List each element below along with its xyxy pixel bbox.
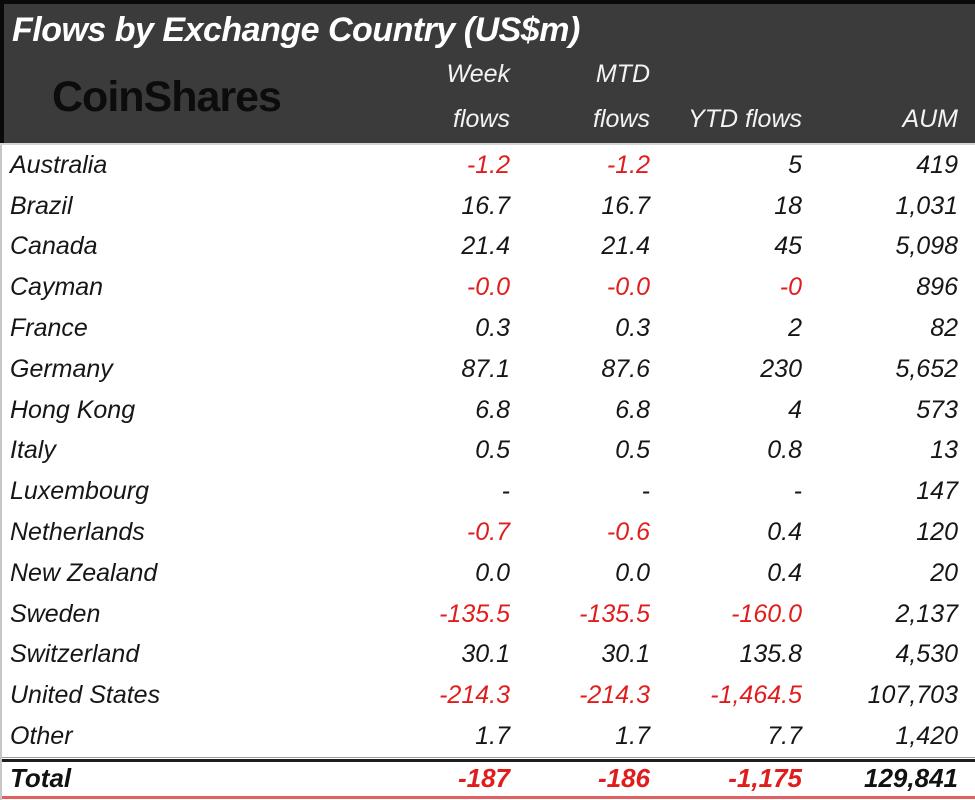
column-header-week-flows [375,52,510,143]
column-header-line: YTD flows [688,105,802,133]
table-row [2,553,975,594]
value-cell: 87.1 [461,354,510,383]
value-cell: - [501,477,510,506]
value-cell: 1.7 [475,722,510,751]
value-cell: 147 [916,477,958,506]
value-cell: 107,703 [867,681,958,710]
column-header-line: AUM [902,105,958,133]
value-cell: 0.5 [615,436,650,465]
column-header-line: flows [453,105,510,133]
value-cell: 5,652 [895,354,958,383]
country-cell: Luxembourg [10,477,149,506]
table-row [2,512,975,553]
table-row [2,349,975,390]
bottom-red-line [2,796,975,799]
country-cell: United States [10,681,161,710]
country-cell: Italy [10,436,56,465]
country-cell: New Zealand [10,558,158,587]
table-row [2,471,975,512]
value-cell: 82 [930,314,958,343]
table-row [2,186,975,227]
value-cell: 0.3 [475,314,510,343]
value-cell: -135.5 [579,599,650,628]
column-header-aum [802,97,975,143]
value-cell: - [793,477,802,506]
total-label: Total [10,763,72,794]
value-cell: 2,137 [895,599,958,628]
table-row [2,267,975,308]
value-cell: 0.0 [615,558,650,587]
value-cell: 573 [916,395,958,424]
value-cell: 30.1 [601,640,650,669]
column-header-line: Week [446,60,510,88]
title-bar [4,4,975,52]
value-cell: 0.8 [767,436,802,465]
country-cell: Australia [10,150,108,179]
value-cell: -135.5 [439,599,510,628]
value-cell: 5,098 [895,232,958,261]
value-cell: 6.8 [615,395,650,424]
value-cell: -0.0 [606,273,650,302]
value-cell: -0.7 [466,518,510,547]
value-cell: 230 [760,354,802,383]
value-cell: 21.4 [601,232,650,261]
value-cell: 896 [916,273,958,302]
table-row [2,675,975,716]
value-cell: -0.6 [606,518,650,547]
value-cell: -214.3 [579,681,650,710]
value-cell: 16.7 [601,191,650,220]
table-header [0,0,975,143]
table-body [2,145,975,757]
value-cell: 4,530 [895,640,958,669]
column-header-ytd-flows [650,97,802,143]
value-cell: - [641,477,650,506]
column-header-line: MTD [595,60,650,88]
country-cell: France [10,314,88,343]
value-cell: 45 [774,232,802,261]
country-cell: Netherlands [10,518,145,547]
table-row [2,308,975,349]
value-cell: 419 [916,150,958,179]
value-cell: 0.0 [475,558,510,587]
total-value-cell: -186 [597,763,650,794]
value-cell: 0.4 [767,558,802,587]
column-header-mtd-flows [510,52,650,143]
total-row [2,759,975,796]
value-cell: 18 [774,191,802,220]
total-value-cell: 129,841 [864,763,958,794]
column-header-row [4,52,975,143]
value-cell: -0 [779,273,802,302]
value-cell: -214.3 [439,681,510,710]
value-cell: 20 [930,558,958,587]
page-title: Flows by Exchange Country (US$m) [12,11,580,49]
country-cell: Cayman [10,273,104,302]
value-cell: 1,031 [895,191,958,220]
table-row [2,390,975,431]
table-row [2,145,975,186]
value-cell: 2 [788,314,802,343]
country-cell: Switzerland [10,640,140,669]
total-value-cell: -187 [457,763,510,794]
value-cell: 120 [916,518,958,547]
country-cell: Other [10,722,73,751]
table-row [2,716,975,757]
value-cell: 1.7 [615,722,650,751]
value-cell: 16.7 [461,191,510,220]
table-row [2,594,975,635]
value-cell: -1,464.5 [710,681,802,710]
value-cell: 0.5 [475,436,510,465]
value-cell: -1.2 [606,150,650,179]
value-cell: 5 [788,150,802,179]
value-cell: 6.8 [475,395,510,424]
country-cell: Brazil [10,191,73,220]
value-cell: 135.8 [739,640,802,669]
value-cell: 1,420 [895,722,958,751]
country-cell: Canada [10,232,98,261]
table-row [2,227,975,268]
coinshares-logo: CoinShares [52,73,281,121]
value-cell: 30.1 [461,640,510,669]
column-header-line: flows [593,105,650,133]
value-cell: -0.0 [466,273,510,302]
table-lower [0,145,975,800]
value-cell: 0.3 [615,314,650,343]
value-cell: 0.4 [767,518,802,547]
value-cell: 4 [788,395,802,424]
value-cell: 87.6 [601,354,650,383]
value-cell: 7.7 [767,722,802,751]
value-cell: 13 [930,436,958,465]
table-row [2,431,975,472]
value-cell: 21.4 [461,232,510,261]
country-cell: Hong Kong [10,395,136,424]
logo-cell [4,73,375,122]
total-value-cell: -1,175 [728,763,802,794]
value-cell: -160.0 [731,599,802,628]
value-cell: -1.2 [466,150,510,179]
country-cell: Sweden [10,599,101,628]
country-cell: Germany [10,354,113,383]
table-row [2,635,975,676]
